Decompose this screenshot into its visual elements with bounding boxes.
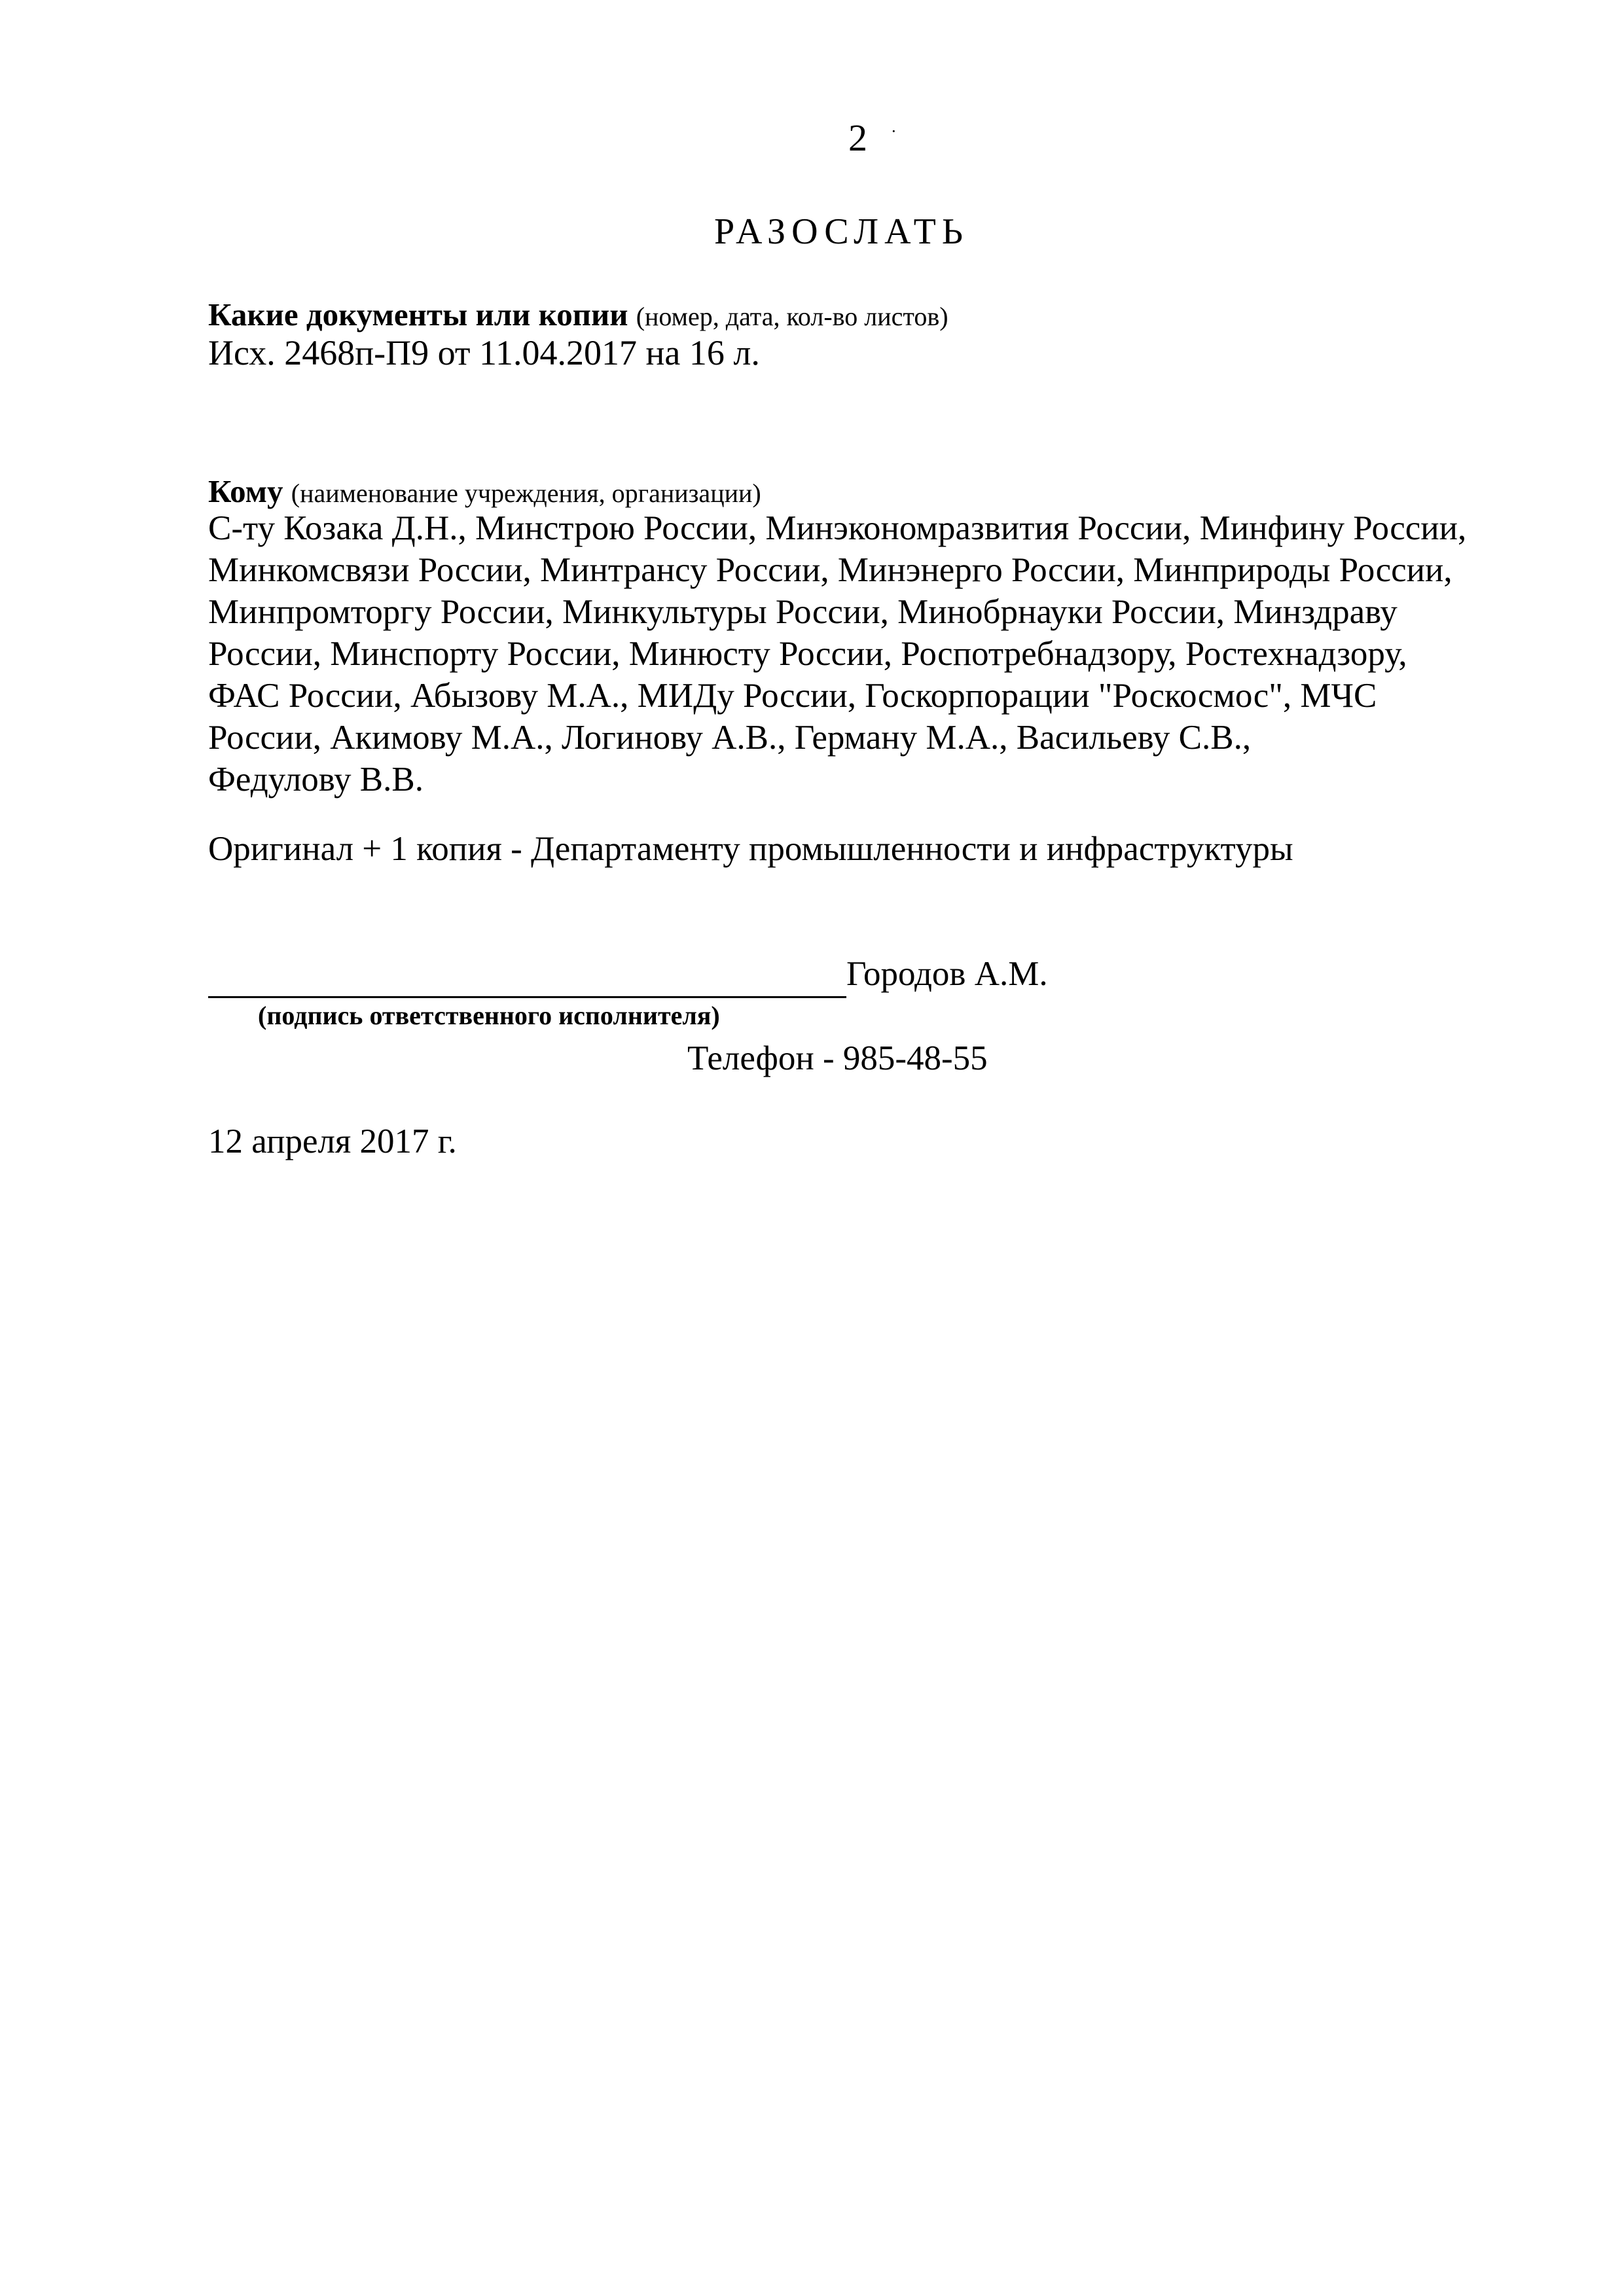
recipients-label: Кому — [208, 473, 283, 509]
recipients-line: России, Минспорту России, Минюсту России, Роспотребнадзору, Ростехнадзору, — [208, 635, 1407, 673]
recipients-label-line — [208, 475, 761, 507]
recipients-line: России, Акимову М.А., Логинову А.В., Герману М.А., Васильеву С.В., — [208, 719, 1252, 757]
recipients-line: Минкомсвязи России, Минтрансу России, Минэнерго России, Минприроды России, — [208, 551, 1453, 589]
recipients-line: Минпромторгу России, Минкультуры России, Минобрнауки России, Минздраву — [208, 593, 1398, 631]
documents-hint: (номер, дата, кол-во листов) — [636, 302, 948, 331]
document-date: 12 апреля 2017 г. — [208, 1122, 457, 1160]
recipients-line: ФАС России, Абызову М.А., МИДу России, Госкорпорации "Роскосмос", МЧС — [208, 677, 1377, 715]
documents-label-line — [208, 298, 948, 331]
recipients-list — [208, 507, 1517, 800]
recipients-line: Федулову В.В. — [208, 761, 424, 798]
signer-name: Городов А.М. — [846, 955, 1048, 993]
signature-line — [208, 996, 846, 998]
recipients-hint: (наименование учреждения, организации) — [291, 478, 761, 508]
documents-label: Какие документы или копии — [208, 296, 628, 332]
document-title: РАЗОСЛАТЬ — [714, 211, 969, 252]
documents-value: Исх. 2468п-П9 от 11.04.2017 на 16 л. — [208, 333, 760, 372]
phone-number: Телефон - 985-48-55 — [687, 1039, 988, 1077]
page-number: 2 — [848, 117, 867, 159]
signature-caption: (подпись ответственного исполнителя) — [258, 1001, 720, 1030]
recipients-line: С-ту Козака Д.Н., Минстрою России, Минэкономразвития России, Минфину России, — [208, 509, 1467, 547]
page-number-mark: · — [891, 122, 897, 141]
original-copy-note: Оригинал + 1 копия - Департаменту промышленности и инфраструктуры — [208, 830, 1293, 868]
